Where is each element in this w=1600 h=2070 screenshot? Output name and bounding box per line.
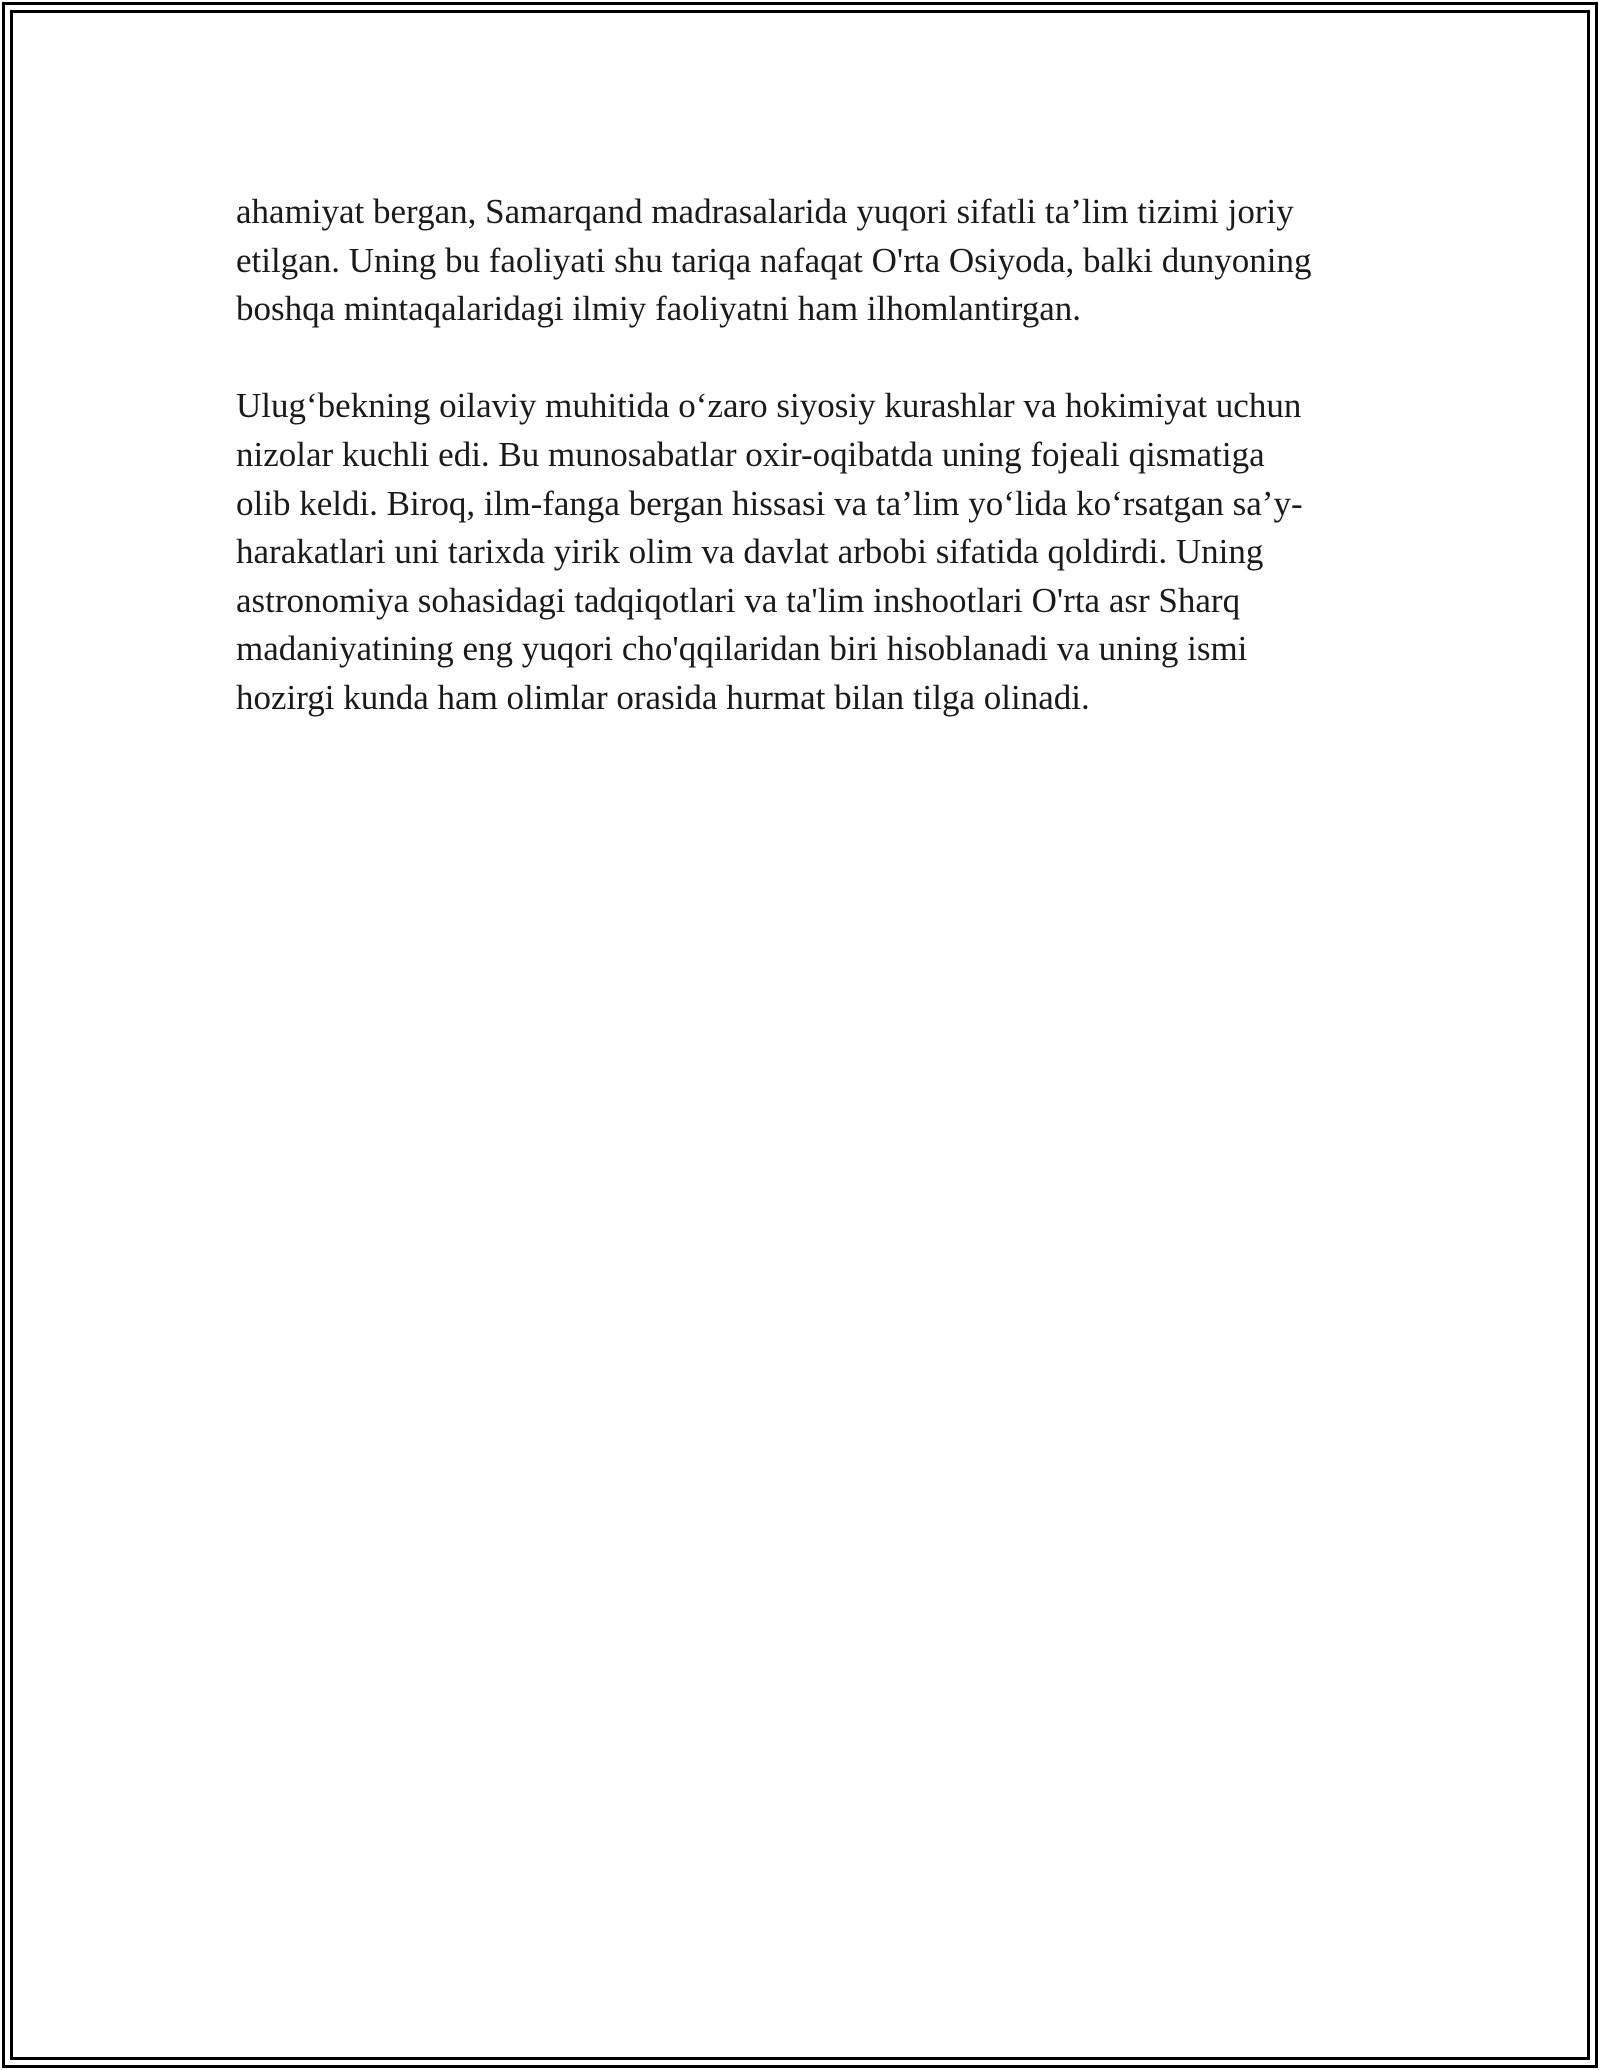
text-line: astronomiya sohasidagi tadqiqotlari va ta'lim inshootlari O'rta asr Sharq <box>236 580 1241 620</box>
text-line: boshqa mintaqalaridagi ilmiy faoliyatni ham ilhomlantirgan. <box>236 289 1082 329</box>
text-line: etilgan. Uning bu faoliyati shu tariqa nafaqat O'rta Osiyoda, balki dunyoning <box>236 240 1312 280</box>
paragraph-1 <box>236 188 1366 334</box>
document-body <box>236 188 1366 723</box>
text-line: Ulug‘bekning oilaviy muhitida o‘zaro siyosiy kurashlar va hokimiyat uchun <box>236 386 1302 426</box>
text-line: hozirgi kunda ham olimlar orasida hurmat bilan tilga olinadi. <box>236 677 1090 717</box>
text-line: nizolar kuchli edi. Bu munosabatlar oxir-oqibatda uning fojeali qismatiga <box>236 434 1265 474</box>
text-line: madaniyatining eng yuqori cho'qqilaridan biri hisoblanadi va uning ismi <box>236 629 1248 669</box>
text-line: ahamiyat bergan, Samarqand madrasalarida yuqori sifatli ta’lim tizimi joriy <box>236 192 1294 231</box>
paragraph-2 <box>236 382 1366 722</box>
text-line: harakatlari uni tarixda yirik olim va davlat arbobi sifatida qoldirdi. Uning <box>236 532 1264 572</box>
text-line: olib keldi. Biroq, ilm-fanga bergan hissasi va ta’lim yo‘lida ko‘rsatgan sa’y- <box>236 483 1303 523</box>
